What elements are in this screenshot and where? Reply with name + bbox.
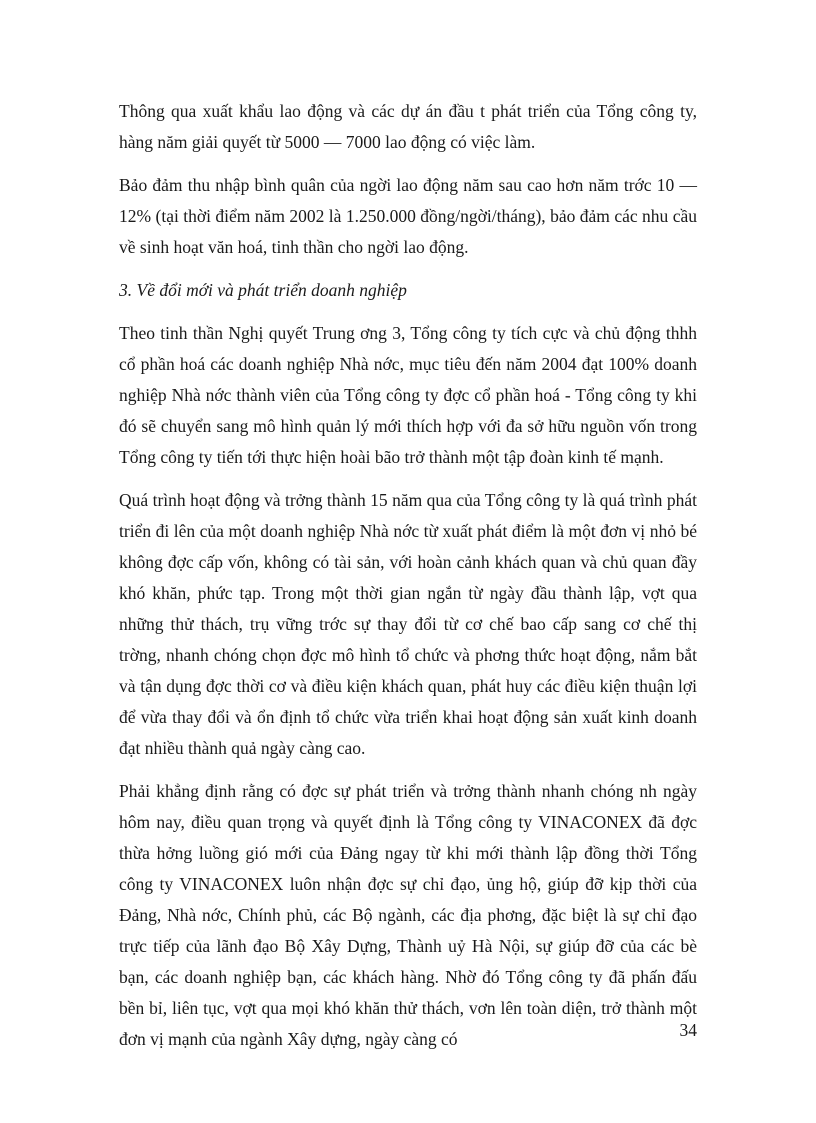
page-number: 34	[679, 1020, 697, 1040]
section-heading: 3. Về đổi mới và phát triển doanh nghiệp	[119, 280, 407, 300]
paragraph-equitization: Theo tinh thần Nghị quyết Trung ơng 3, Tổng công ty tích cực và chủ động thhh cổ phần hoá các doanh nghiệp Nhà nớc, mục tiêu đến năm 2004 đạt 100% doanh nghiệp Nhà nớc thành viên của Tổng công ty đợc cổ phần hoá - Tổng công ty khi đó sẽ chuyển sang mô hình quản lý mới thích hợp với đa sở hữu nguồn vốn trong Tổng công ty tiến tới thực hiện hoài bão trở thành một tập đoàn kinh tế mạnh.	[119, 323, 697, 467]
paragraph-labor-export: Thông qua xuất khẩu lao động và các dự án đầu t phát triển của Tổng công ty, hàng năm giải quyết từ 5000 — 7000 lao động có việc làm.	[119, 101, 697, 152]
paragraph-achievements: Phải khẳng định rằng có đợc sự phát triển và trởng thành nhanh chóng nh ngày hôm nay, điều quan trọng và quyết định là Tổng công ty VINACONEX đã đợc thừa hởng luồng gió mới của Đảng ngay từ khi mới thành lập đồng thời Tổng công ty VINACONEX luôn nhận đợc sự chỉ đạo, ủng hộ, giúp đỡ kịp thời của Đảng, Nhà nớc, Chính phủ, các Bộ ngành, các địa phơng, đặc biệt là sự chỉ đạo trực tiếp của lãnh đạo Bộ Xây Dựng, Thành uỷ Hà Nội, sự giúp đỡ của các bè bạn, các doanh nghiệp bạn, các khách hàng. Nhờ đó Tổng công ty đã phấn đấu bền bỉ, liên tục, vợt qua mọi khó khăn thử thách, vơn lên toàn diện, trở thành một đơn vị mạnh của ngành Xây dựng, ngày càng có	[119, 781, 697, 1049]
paragraph-income: Bảo đảm thu nhập bình quân của ngời lao động năm sau cao hơn năm trớc 10 — 12% (tại thời điểm năm 2002 là 1.250.000 đồng/ngời/tháng), bảo đảm các nhu cầu về sinh hoạt văn hoá, tinh thần cho ngời lao động.	[119, 175, 697, 257]
document-page	[119, 96, 697, 1067]
paragraph-development-history: Quá trình hoạt động và trởng thành 15 năm qua của Tổng công ty là quá trình phát triển đi lên của một doanh nghiệp Nhà nớc từ xuất phát điểm là một đơn vị nhỏ bé không đợc cấp vốn, không có tài sản, với hoàn cảnh khách quan và chủ quan đầy khó khăn, phức tạp. Trong một thời gian ngắn từ ngày đầu thành lập, vợt qua những thử thách, trụ vững trớc sự thay đổi từ cơ chế bao cấp sang cơ chế thị trờng, nhanh chóng chọn đợc mô hình tổ chức và phơng thức hoạt động, nắm bắt và tận dụng đợc thời cơ và điều kiện khách quan, phát huy các điều kiện thuận lợi để vừa thay đổi và ổn định tổ chức vừa triển khai hoạt động sản xuất kinh doanh đạt nhiều thành quả ngày càng cao.	[119, 490, 697, 758]
